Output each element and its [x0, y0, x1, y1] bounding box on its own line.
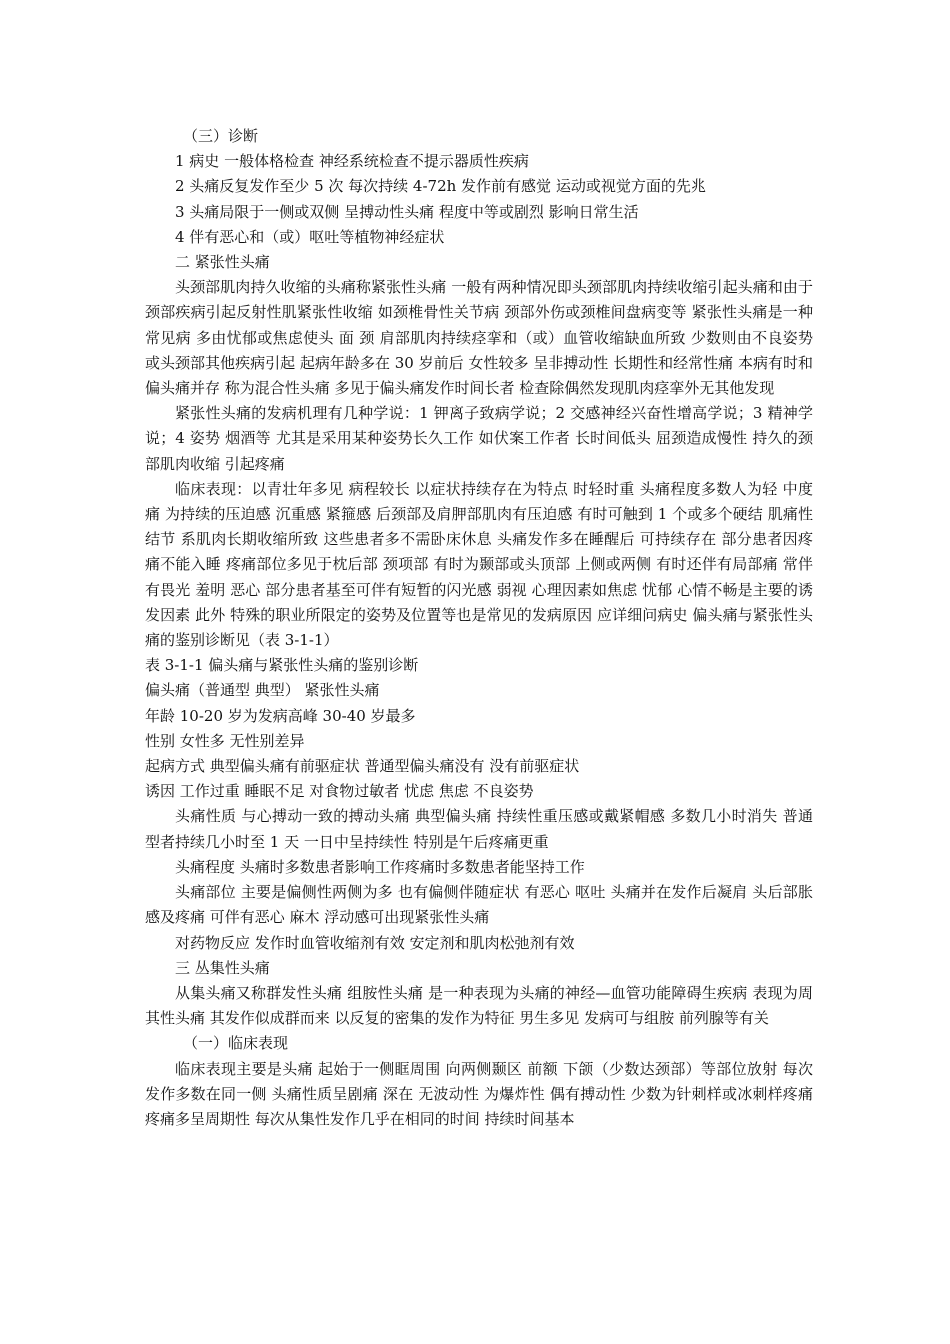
table-row-nature: 头痛性质 与心搏动一致的搏动头痛 典型偏头痛 持续性重压感或戴紧帽感 多数几小时消失 普通型者持续几小时至 1 天 一日中呈持续性 特别是午后疼痛更重 [145, 807, 813, 851]
table-row-drug-response: 对药物反应 发作时血管收缩剂有效 安定剂和肌肉松弛剂有效 [175, 933, 575, 952]
table-header-row: 偏头痛（普通型 典型） 紧张性头痛 [145, 681, 380, 700]
diagnosis-item-4: 4 伴有恶心和（或）呕吐等植物神经症状 [175, 227, 445, 246]
paragraph-cluster-clinical: 临床表现主要是头痛 起始于一侧眶周围 向两侧颞区 前额 下颌（少数达颈部）等部位放射 每次发作多数在同一侧 头痛性质呈剧痛 深在 无波动性 为爆炸性 偶有搏动性 少数为针刺样或冰刺样疼痛 疼痛多呈周期性 每次从集性发作几乎在相同的时间 持续时间基本 [145, 1059, 813, 1128]
table-row-severity: 头痛程度 头痛时多数患者影响工作疼痛时多数患者能坚持工作 [175, 857, 585, 876]
section-heading-cluster-headache: 三 丛集性头痛 [175, 958, 270, 977]
table-row-age: 年龄 10-20 岁为发病高峰 30-40 岁最多 [145, 706, 416, 725]
subsection-heading-clinical: （一）临床表现 [183, 1034, 289, 1053]
table-caption: 表 3-1-1 偏头痛与紧张性头痛的鉴别诊断 [145, 656, 419, 675]
subsection-heading-diagnosis: （三）诊断 [183, 127, 259, 145]
diagnosis-item-1: 1 病史 一般体格检查 神经系统检查不提示器质性疾病 [175, 152, 529, 171]
paragraph-tension-definition: 头颈部肌肉持久收缩的头痛称紧张性头痛 一般有两种情况即头颈部肌肉持续收缩引起头痛和由于颈部疾病引起反射性肌紧张性收缩 如颈椎骨性关节病 颈部外伤或颈椎间盘病变等 紧张性头痛是一种常见病 多由忧郁或焦虑使头 面 颈 肩部肌肉持续痉挛和（或）血管收缩缺血所致 少数则由不良姿势或头颈部其他疾病引起 起病年龄多在 30 岁前后 女性较多 呈非搏动性 长期性和经常性痛 本病有时和偏头痛并存 称为混合性头痛 多见于偏头痛发作时间长者 检查除偶然发现肌肉痉挛外无其他发现 [145, 278, 813, 398]
diagnosis-item-3: 3 头痛局限于一侧或双侧 呈搏动性头痛 程度中等或剧烈 影响日常生活 [175, 202, 639, 221]
paragraph-clinical-manifestation: 临床表现：以青壮年多见 病程较长 以症状持续存在为特点 时轻时重 头痛程度多数人为轻 中度痛 为持续的压迫感 沉重感 紧箍感 后颈部及肩胛部肌肉有压迫感 有时可触到 1 个或多个硬结 肌痛性结节 系肌肉长期收缩所致 这些患者多不需卧床休息 头痛发作多在睡醒后 可持续存在 部分患者因疼痛不能入睡 疼痛部位多见于枕后部 颈项部 有时为颞部或头顶部 上侧或两侧 有时还伴有局部痛 常伴有畏光 羞明 恶心 部分患者基至可伴有短暂的闪光感 弱视 心理因素如焦虑 忧郁 心情不畅是主要的诱发因素 此外 特殊的职业所限定的姿势及位置等也是常见的发病原因 应详细问病史 偏头痛与紧张性头痛的鉴别诊断见（表 3-1-1） [145, 479, 813, 650]
table-row-onset: 起病方式 典型偏头痛有前驱症状 普通型偏头痛没有 没有前驱症状 [145, 757, 580, 776]
table-row-sex: 性别 女性多 无性别差异 [145, 731, 305, 750]
table-row-triggers: 诱因 工作过重 睡眠不足 对食物过敏者 忧虑 焦虑 不良姿势 [145, 782, 534, 801]
document-body [145, 124, 813, 1132]
paragraph-cluster-definition: 从集头痛又称群发性头痛 组胺性头痛 是一种表现为头痛的神经—血管功能障碍生疾病 表现为周其性头痛 其发作似成群而来 以反复的密集的发作为特征 男生多见 发病可与组胺 前列腺等有关 [145, 983, 813, 1028]
diagnosis-item-2: 2 头痛反复发作至少 5 次 每次持续 4-72h 发作前有感觉 运动或视觉方面的先兆 [175, 177, 706, 196]
table-row-location: 头痛部位 主要是偏侧性两侧为多 也有偏侧伴随症状 有恶心 呕吐 头痛并在发作后凝肩 头后部胀感及疼痛 可伴有恶心 麻木 浮动感可出现紧张性头痛 [145, 883, 813, 927]
section-heading-tension-headache: 二 紧张性头痛 [175, 253, 270, 272]
paragraph-tension-mechanism: 紧张性头痛的发病机理有几种学说：1 钾离子致病学说；2 交感神经兴奋性增高学说；3 精神学说；4 姿势 烟酒等 尤其是采用某种姿势长久工作 如伏案工作者 长时间低头 屈颈造成慢性 持久的颈部肌肉收缩 引起疼痛 [145, 404, 813, 473]
